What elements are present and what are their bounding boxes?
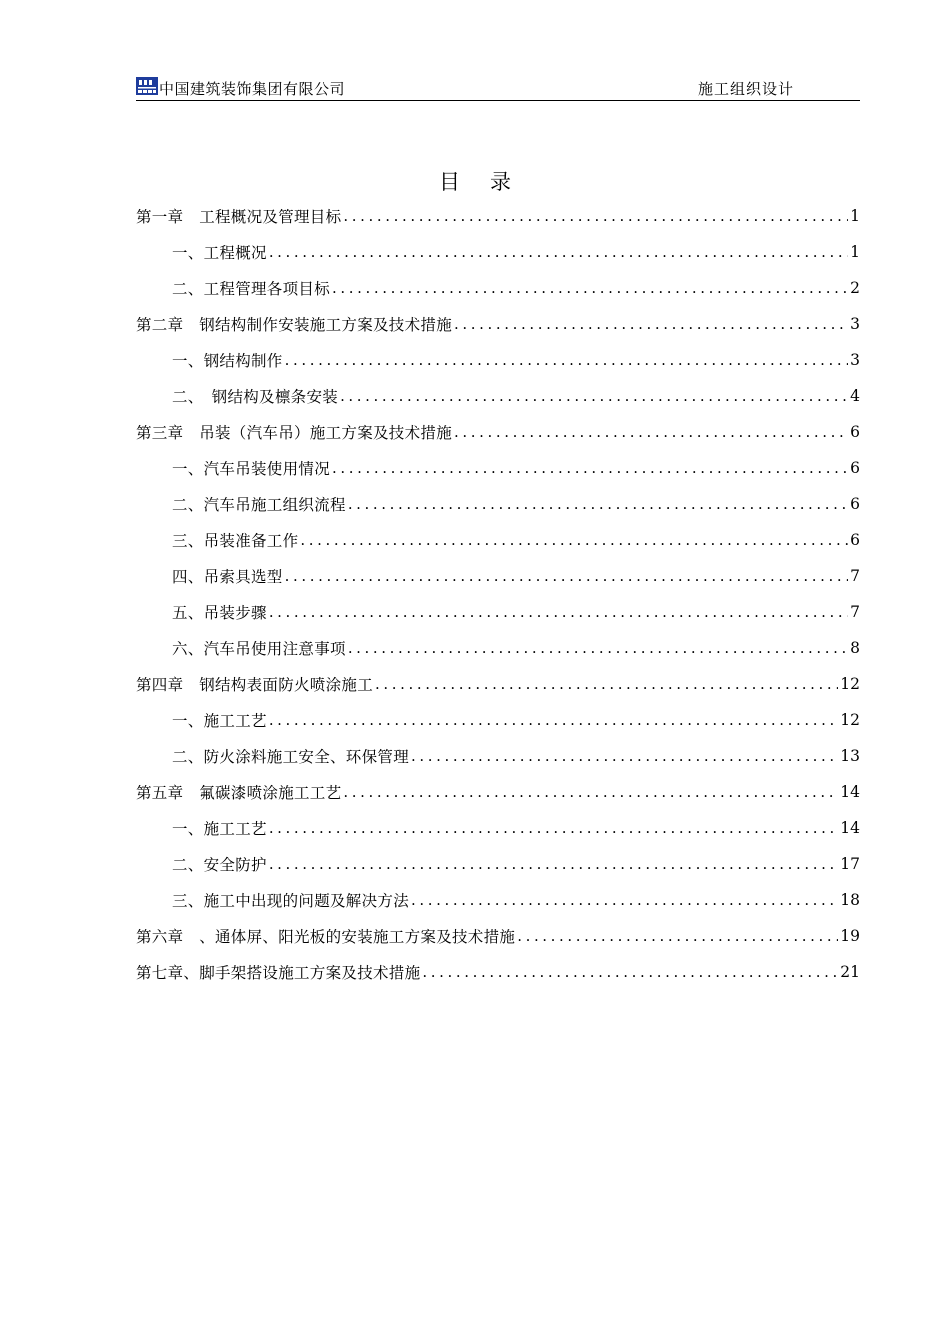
toc-entry[interactable] xyxy=(136,198,860,234)
toc-leader xyxy=(411,891,838,909)
toc-entry[interactable] xyxy=(136,234,860,270)
toc-leader xyxy=(422,963,838,981)
toc-entry-text: 一、工程概况 xyxy=(172,244,267,262)
toc-title: 目录 xyxy=(439,170,541,194)
toc-entry-page: 6 xyxy=(850,531,860,549)
toc-entry-page: 17 xyxy=(840,855,860,873)
toc-entry[interactable] xyxy=(136,558,860,594)
toc-entry-page: 7 xyxy=(850,603,860,621)
toc-entry-page: 6 xyxy=(850,459,860,477)
toc-entry-text: 二、防火涂料施工安全、环保管理 xyxy=(172,748,410,766)
toc-entry[interactable] xyxy=(136,270,860,306)
toc-entry[interactable] xyxy=(136,450,860,486)
toc-entry-text: 一、施工工艺 xyxy=(172,820,267,838)
toc-leader xyxy=(269,819,838,837)
toc-entry-text: 一、钢结构制作 xyxy=(172,352,283,370)
toc-entry-text: 二、安全防护 xyxy=(172,856,267,874)
toc-entry-page: 1 xyxy=(850,207,860,225)
toc-entry-page: 4 xyxy=(850,387,860,405)
toc-entry-page: 3 xyxy=(850,351,860,369)
toc-entry-text: 第二章 钢结构制作安装施工方案及技术措施 xyxy=(136,316,453,334)
toc-entry[interactable] xyxy=(136,486,860,522)
toc-entry[interactable] xyxy=(136,522,860,558)
toc-entry-text: 第三章 吊装（汽车吊）施工方案及技术措施 xyxy=(136,424,453,442)
toc-entry-text: 三、吊装准备工作 xyxy=(172,532,299,550)
toc-leader xyxy=(269,603,848,621)
table-of-contents xyxy=(136,198,860,990)
toc-entry-page: 12 xyxy=(840,675,860,693)
toc-leader xyxy=(343,207,848,225)
toc-entry[interactable] xyxy=(136,810,860,846)
toc-leader xyxy=(517,927,838,945)
toc-leader xyxy=(269,243,848,261)
toc-entry-text: 一、汽车吊装使用情况 xyxy=(172,460,331,478)
toc-entry-page: 6 xyxy=(850,423,860,441)
toc-leader xyxy=(332,279,848,297)
toc-entry-text: 三、施工中出现的问题及解决方法 xyxy=(172,892,410,910)
toc-leader xyxy=(411,747,838,765)
toc-entry[interactable] xyxy=(136,882,860,918)
company-name: 中国建筑装饰集团有限公司 xyxy=(159,80,346,98)
toc-entry[interactable] xyxy=(136,954,860,990)
toc-entry[interactable] xyxy=(136,738,860,774)
toc-entry-page: 21 xyxy=(840,963,860,981)
toc-leader xyxy=(269,711,838,729)
toc-entry[interactable] xyxy=(136,918,860,954)
toc-leader xyxy=(269,855,838,873)
toc-entry-text: 二、汽车吊施工组织流程 xyxy=(172,496,346,514)
toc-leader xyxy=(300,531,848,549)
toc-entry-text: 一、施工工艺 xyxy=(172,712,267,730)
toc-entry[interactable] xyxy=(136,666,860,702)
toc-leader xyxy=(340,387,848,405)
toc-entry-page: 8 xyxy=(850,639,860,657)
toc-entry-page: 7 xyxy=(850,567,860,585)
toc-entry-page: 14 xyxy=(840,819,860,837)
toc-leader xyxy=(285,567,849,585)
toc-entry-text: 第五章 氟碳漆喷涂施工工艺 xyxy=(136,784,342,802)
toc-entry-text: 第四章 钢结构表面防火喷涂施工 xyxy=(136,676,374,694)
toc-entry[interactable] xyxy=(136,378,860,414)
toc-entry[interactable] xyxy=(136,846,860,882)
toc-entry-page: 6 xyxy=(850,495,860,513)
document-title: 施工组织设计 xyxy=(697,80,794,98)
toc-entry-page: 3 xyxy=(850,315,860,333)
toc-entry[interactable] xyxy=(136,342,860,378)
toc-entry-text: 四、吊索具选型 xyxy=(172,568,283,586)
toc-entry-page: 14 xyxy=(840,783,860,801)
toc-entry[interactable] xyxy=(136,630,860,666)
toc-entry-page: 19 xyxy=(840,927,860,945)
toc-entry[interactable] xyxy=(136,306,860,342)
toc-entry-text: 五、吊装步骤 xyxy=(172,604,267,622)
toc-entry-text: 二、 钢结构及檩条安装 xyxy=(172,388,339,406)
toc-leader xyxy=(375,675,838,693)
toc-entry[interactable] xyxy=(136,414,860,450)
toc-entry-page: 1 xyxy=(850,243,860,261)
toc-entry-page: 2 xyxy=(850,279,860,297)
toc-leader xyxy=(348,495,848,513)
toc-entry-text: 六、汽车吊使用注意事项 xyxy=(172,640,346,658)
toc-entry-page: 13 xyxy=(840,747,860,765)
toc-entry[interactable] xyxy=(136,774,860,810)
toc-leader xyxy=(454,423,848,441)
toc-leader xyxy=(332,459,848,477)
toc-entry-text: 二、工程管理各项目标 xyxy=(172,280,331,298)
toc-entry[interactable] xyxy=(136,594,860,630)
company-logo-icon xyxy=(136,77,158,95)
toc-entry-page: 18 xyxy=(840,891,860,909)
toc-entry[interactable] xyxy=(136,702,860,738)
toc-entry-text: 第一章 工程概况及管理目标 xyxy=(136,208,342,226)
toc-leader xyxy=(285,351,849,369)
toc-leader xyxy=(343,783,838,801)
toc-entry-text: 第六章 、通体屏、阳光板的安装施工方案及技术措施 xyxy=(136,928,516,946)
toc-leader xyxy=(348,639,848,657)
toc-entry-page: 12 xyxy=(840,711,860,729)
toc-entry-text: 第七章、脚手架搭设施工方案及技术措施 xyxy=(136,964,421,982)
page-header xyxy=(136,74,860,101)
toc-leader xyxy=(454,315,848,333)
